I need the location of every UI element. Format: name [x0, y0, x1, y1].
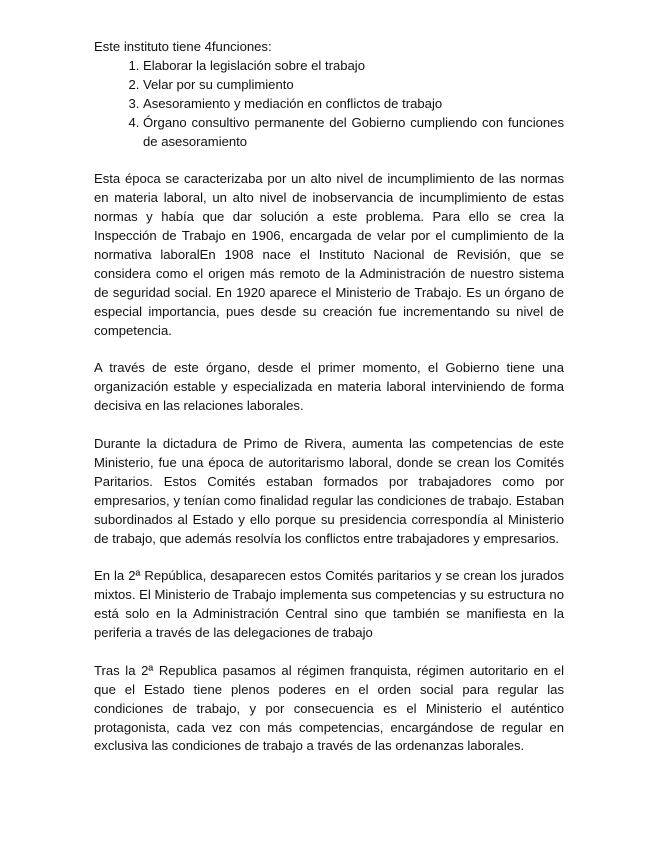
paragraph-inspeccion: Esta época se caracterizaba por un alto nivel de incumplimiento de las normas en materia laboral, un alto nivel de inobservancia de incumplimiento de estas normas y había que dar solución a este problema. Para ello se crea la Inspección de Trabajo en 1906, encargada de velar por el cumplimiento de la normativa laboralEn 1908 nace el Instituto Nacional de Revisión, que se considera como el origen más remoto de la Administración de nuestro sistema de seguridad social. En 1920 aparece el Ministerio de Trabajo. Es un órgano de especial importancia, pues desde su creación fue incrementando su nivel de competencia.: [94, 171, 564, 338]
list-item: 2. Velar por su cumplimiento: [143, 76, 564, 95]
list-item: 4. Órgano consultivo permanente del Gobierno cumpliendo con funciones de asesoramiento: [143, 114, 564, 152]
list-item: 3. Asesoramiento y mediación en conflictos de trabajo: [143, 95, 564, 114]
document-page: [94, 38, 564, 756]
paragraph-republica: En la 2ª República, desaparecen estos Comités paritarios y se crean los jurados mixtos. El Ministerio de Trabajo implementa sus competencias y su estructura no está solo en la Administración Central sino que también se manifiesta en la periferia a través de las delegaciones de trabajo: [94, 568, 564, 641]
list-item: 1. Elaborar la legislación sobre el trabajo: [143, 57, 564, 76]
paragraph-organo: A través de este órgano, desde el primer momento, el Gobierno tiene una organización estable y especializada en materia laboral interviniendo de forma decisiva en las relaciones laborales.: [94, 360, 564, 414]
paragraph-dictadura: Durante la dictadura de Primo de Rivera, aumenta las competencias de este Ministerio, fue una época de autoritarismo laboral, donde se crean los Comités Paritarios. Estos Comités estaban formados por trabajadores como por empresarios, y tenían como finalidad regular las condiciones de trabajo. Estaban subordinados al Estado y ello porque su presidencia correspondía al Ministerio de trabajo, que además resolvía los conflictos entre trabajadores y empresarios.: [94, 435, 564, 546]
paragraph-franquismo: Tras la 2ª Republica pasamos al régimen franquista, régimen autoritario en el que el Estado tiene plenos poderes en el orden social para regular las condiciones de trabajo, y por consecuencia es el Ministerio el auténtico protagonista, cada vez con más competencias, encargándose de regular en exclusiva las condiciones de trabajo a través de las ordenanzas laborales.: [94, 662, 564, 754]
intro-text: Este instituto tiene 4funciones:: [94, 39, 272, 54]
functions-list: [94, 57, 564, 152]
